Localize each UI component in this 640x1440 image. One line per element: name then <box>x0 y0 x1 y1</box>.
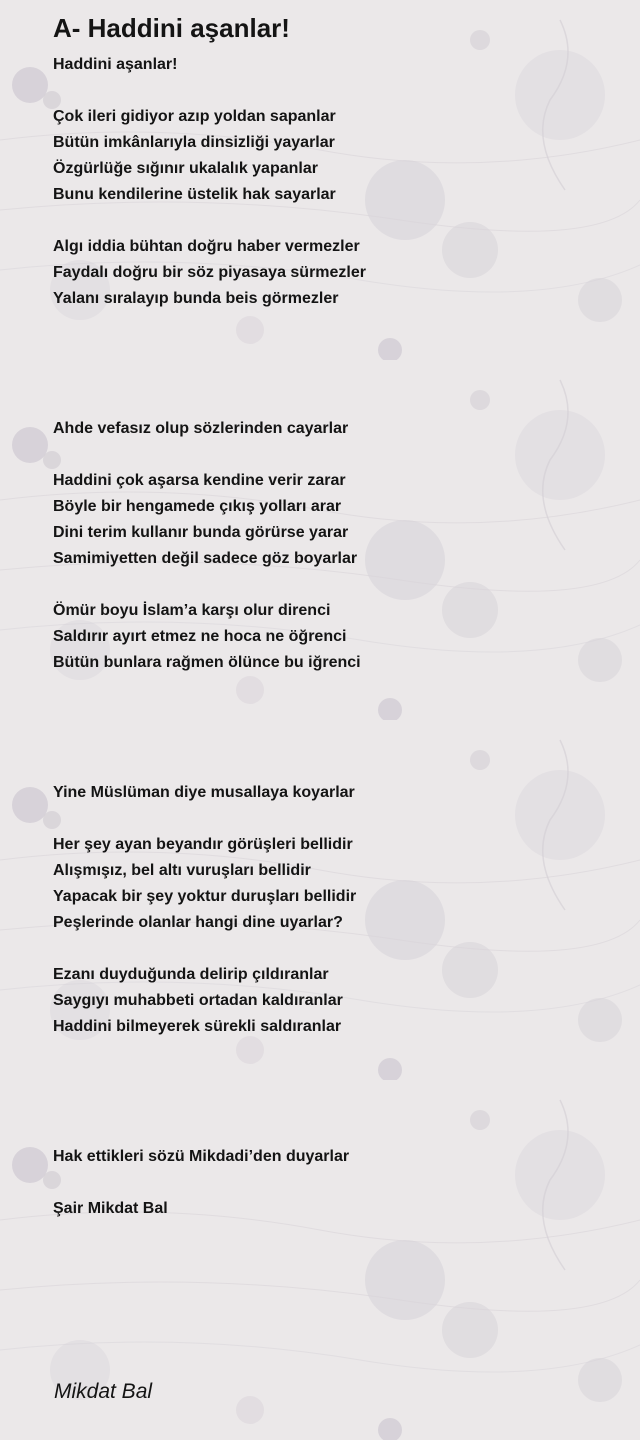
poem-line: Çok ileri gidiyor azıp yoldan sapanlar <box>53 108 336 125</box>
poem-line: Saygıyı muhabbeti ortadan kaldıranlar <box>53 992 343 1009</box>
poem-line: Haddini aşanlar! <box>53 56 178 73</box>
poem-line: Hak ettikleri sözü Mikdadi’den duyarlar <box>53 1148 350 1165</box>
stanza-break <box>53 364 613 390</box>
poem-title: A- Haddini aşanlar! <box>53 13 290 43</box>
stanza-break <box>53 936 613 962</box>
poem-line: Bütün bunlara rağmen ölünce bu iğrenci <box>53 654 361 671</box>
poem-line: Dini terim kullanır bunda görürse yarar <box>53 524 349 541</box>
stanza-break <box>53 390 613 416</box>
poem-line: Ahde vefasız olup sözlerinden cayarlar <box>53 420 349 437</box>
poem-line: Şair Mikdat Bal <box>53 1200 168 1217</box>
poem-line: Özgürlüğe sığınır ukalalık yapanlar <box>53 160 318 177</box>
stanza-break <box>53 572 613 598</box>
poem-line: Yapacak bir şey yoktur duruşları bellidir <box>53 888 357 905</box>
poem-line: Bütün imkânlarıyla dinsizliği yayarlar <box>53 134 335 151</box>
poem-line: Peşlerinde olanlar hangi dine uyarlar? <box>53 914 343 931</box>
author-signature: Mikdat Bal <box>54 1380 153 1403</box>
poem-line: Saldırır ayırt etmez ne hoca ne öğrenci <box>53 628 347 645</box>
stanza-break <box>53 702 613 728</box>
poem-line: Yalanı sıralayıp bunda beis görmezler <box>53 290 339 307</box>
poem-line: Ezanı duyduğunda delirip çıldıranlar <box>53 966 329 983</box>
poem-line: Haddini çok aşarsa kendine verir zarar <box>53 472 346 489</box>
poem-line: Alışmışız, bel altı vuruşları bellidir <box>53 862 311 879</box>
poem-body <box>53 52 613 1222</box>
poem-line: Bunu kendilerine üstelik hak sayarlar <box>53 186 336 203</box>
stanza-break <box>53 806 613 832</box>
stanza-break <box>53 728 613 754</box>
stanza-break <box>53 312 613 338</box>
poem-line: Böyle bir hengamede çıkış yolları arar <box>53 498 342 515</box>
stanza-break <box>53 442 613 468</box>
stanza-break <box>53 1066 613 1092</box>
stanza-break <box>53 1092 613 1118</box>
poem-line: Yine Müslüman diye musallaya koyarlar <box>53 784 355 801</box>
stanza-break <box>53 1118 613 1144</box>
stanza-break <box>53 676 613 702</box>
poem-line: Samimiyetten değil sadece göz boyarlar <box>53 550 358 567</box>
poem-line: Algı iddia bühtan doğru haber vermezler <box>53 238 360 255</box>
poem-line: Ömür boyu İslam’a karşı olur direnci <box>53 602 331 619</box>
stanza-break <box>53 338 613 364</box>
stanza-break <box>53 1040 613 1066</box>
stanza-break <box>53 754 613 780</box>
poem-line: Her şey ayan beyandır görüşleri bellidir <box>53 836 353 853</box>
poem-line: Faydalı doğru bir söz piyasaya sürmezler <box>53 264 366 281</box>
stanza-break <box>53 1170 613 1196</box>
poem-line: Haddini bilmeyerek sürekli saldıranlar <box>53 1018 342 1035</box>
stanza-break <box>53 208 613 234</box>
stanza-break <box>53 78 613 104</box>
